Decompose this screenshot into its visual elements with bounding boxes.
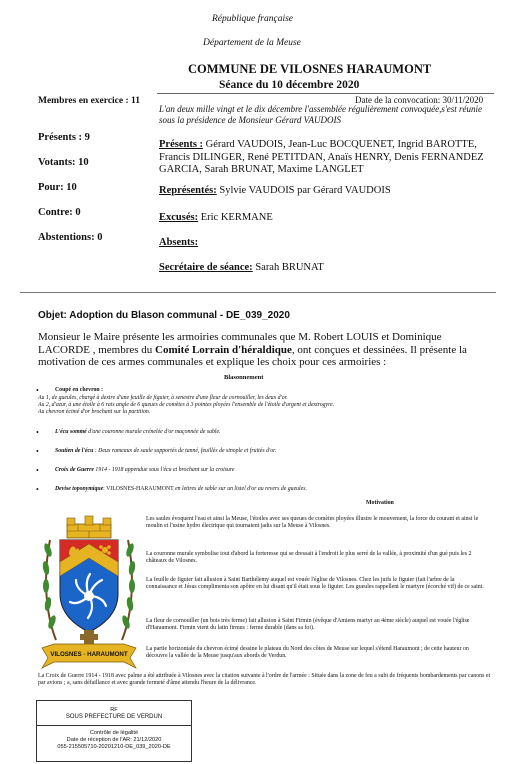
stamp-reference: 055-215505710-20201210-DE_039_2020-DE [57,744,171,750]
presentation-text-1: Monsieur le Maire présente les armoiries communales que M. Robert LOUIS et Dominique LACORDE , membres du [38,331,442,356]
secretaire-name: Sarah BRUNAT [255,262,324,273]
intro-text: L'an deux mille vingt et le dix décembre l'assemblée régulièrement convoquée,s'est réunie sous la présidence de Monsieur Gérard VAUDOIS [159,104,483,125]
motivation-p4: La fleur de cornouiller (un bois très ferme) fait allusion à Saint Firmin (évêque d'Amiens martyr au 4ème siècle) auquel est vouée l'église d'Haraumont. Firmin vient du latin firmus : ferme durable (dans sa foi). [146,618,470,632]
representes-block [159,185,497,198]
blason-croix-title: Croix de Guerre [55,467,94,473]
representes-names: Sylvie VAUDOIS par Gérard VAUDOIS [219,185,391,196]
objet-title: Objet: Adoption du Blason communal - DE_039_2020 [38,310,290,321]
blason-devise-title: Devise toponymique [55,486,104,492]
presents-names: Gérard VAUDOIS, Jean-Luc BOCQUENET, Ingrid BAROTTE, Francis DILINGER, René PETITDAN, Anaïs HENRY, Denis FERNANDEZ GARCIA, Sarah BRUNAT, Maxime LANGLET [159,139,484,175]
stamp-date-reception: Date de réception de l'AR: 21/12/2020 [66,737,162,743]
bullet-icon: • [36,485,39,494]
excuses-block [159,212,497,225]
blason-soutien [55,448,495,455]
seance-title: Séance du 10 décembre 2020 [219,79,360,91]
blason-line-2: Au 2, d'azur, à une étoile à 6 rais angle de 6 queues de comètes à 3 pointes ployées l'ensemble de l'étoile d'argent et dextrogyre. [38,402,335,409]
motivation-p1: Les saules évoquent l'eau et ainsi la Meuse, l'étoiles avec ses queues de comètes ployées illustre le mouvement, la force du courant et ainsi le moulin et l'usine hydro électrique qui tournaient jadis sur la Meuse à Vilosnes. [146,516,479,530]
convocation-date: Date de la convocation: 30/11/2020 [355,95,484,105]
presentation-paragraph [38,331,493,369]
stamp-sous-prefecture: SOUS PREFECTURE DE VERDUN [65,714,163,720]
blason-coupe-title: Coupé en chevron : [55,387,104,393]
blason-ecu-somme [55,429,495,436]
abstentions-count: Abstentions: 0 [38,232,103,243]
excuses-names: Eric KERMANE [200,212,273,223]
blason-ecu-text: d'une couronne murale crénelée d'or maçonnée de sable. [88,429,221,435]
blason-croix-text: 1914 - 1918 appendue sous l'écu et brochant sur la croisure [95,467,235,473]
blason-coupe-lines [38,395,498,417]
blason-soutien-text: : Deux rameaux de saule supportés de tanné, feuillés de sinople et fruités d'or. [94,448,277,454]
blason-soutien-title: Soutien de l'écu [55,448,94,454]
bullet-icon: • [36,428,39,437]
membres-exercice: Membres en exercice : 11 [38,96,140,106]
coat-of-arms-image [40,510,138,674]
departement-label: Département de la Meuse [203,38,301,48]
commune-title: COMMUNE DE VILOSNES HARAUMONT [188,62,432,76]
stamp-rf: RF [110,707,118,713]
votants-count: Votants: 10 [38,157,89,168]
blason-ecu-title: L'écu sommé [55,429,87,435]
presents-count: Présents : 9 [38,132,90,143]
bullet-icon: • [36,466,39,475]
bullet-icon: • [36,386,39,395]
secretaire-block [159,262,497,275]
motivation-p5: La partie horizontale du chevron écimé dessine le plateau du Nord des côtes de Meuse sur lequel s'étend Haraumont ; de cette hauteur on découvre la vallée de la Meuse jusqu'aux abords de Verdun. [146,646,469,660]
representes-label: Représentés: [159,185,217,196]
secretaire-label: Secrétaire de séance: [159,262,253,273]
pour-count: Pour: 10 [38,182,77,193]
blason-devise [55,486,495,493]
absents-block [159,237,497,250]
blason-devise-text: en lettres de sable sur un listel d'or au revers de gueules. [175,486,307,492]
blason-line-1: Au 1, de gueules, chargé à dextre d'une feuille de figuier, à senestre d'une fleur de cornouiller, les deux d'or. [38,395,288,401]
blason-croix [55,467,495,474]
republique-label: République française [212,14,293,24]
stamp-controle: Contrôle de légalité [37,725,191,736]
blason-devise-mid: : VILOSNES-HARAUMONT [103,486,174,492]
coat-of-arms [40,510,138,674]
presents-block [159,139,497,177]
motivation-title: Motivation [366,500,394,506]
motivation-p3: La feuille de figuier fait allusion à Saint Barthélemy auquel est vouée l'église de Vilosnes. Chez les juifs le figuier (fait l'arbre de la connaissance et Jésus complimenta son apôtre en lui disant qu'il était sous le figuier. Les gueules rappellent le martyre (écorché vif) de ce saint. [146,577,484,591]
absents-label: Absents: [159,237,199,248]
comite-name: Comité Lorrain d'héraldique [155,343,292,356]
bullet-icon: • [36,447,39,456]
contre-count: Contre: 0 [38,207,81,218]
motivation-croix-guerre: La Croix de Guerre 1914 - 1918 avec palme a été attribuée à Vilosnes avec la citation suivante à l'ordre de l'armée : Située dans la zone de feu a subi de fréquents bombardements par canons et par avions ; a, sans défaillance et avec grande fermeté d'âme attendu l'heure de la délivrance. [38,673,491,687]
blason-line-3: Au chevron écimé d'or brochant sur la partition. [38,409,151,416]
blasonnement-title: Blasonnement [224,374,264,381]
motivation-p2: La couronne murale symbolise tout d'abord la forteresse qui se dressait à l'endroit le plus serré de la vallée, à proximité d'un gué puis les 2 châteaux de Vilosnes. [146,551,472,565]
presents-label: Présents : [159,139,204,150]
crest-banner-text: VILOSNES · HARAUMONT [50,651,128,658]
presentation-text-2: , ont conçues et dessinées. Il présente la motivation de ces armes communales et explique les choix pour ces armoiries : [38,343,467,368]
excuses-label: Excusés: [159,212,199,223]
legality-stamp [36,700,192,762]
